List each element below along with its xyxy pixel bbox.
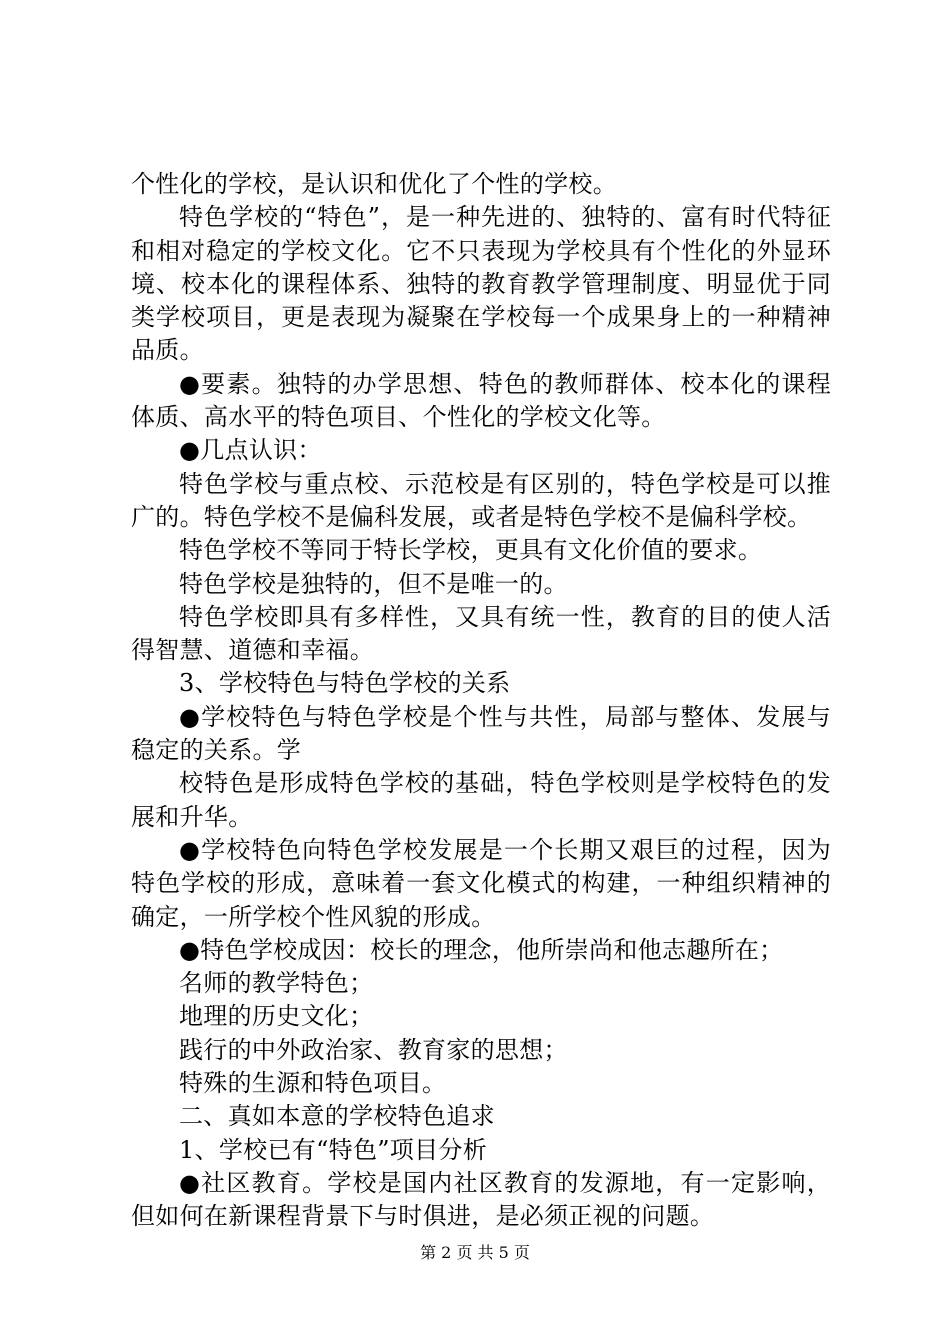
paragraph: 二、真如本意的学校特色追求 (179, 1102, 495, 1131)
paragraph: 特色学校与重点校、示范校是有区别的，特色学校是可以推广的。特色学校不是偏科发展，或者是特色学校不是偏科学校。 (131, 469, 831, 531)
paragraph: 1、学校已有“特色”项目分析 (179, 1135, 488, 1164)
paragraph: ●学校特色向特色学校发展是一个长期又艰巨的过程，因为特色学校的形成，意味着一套文化模式的构建，一种组织精神的确定，一所学校个性风貌的形成。 (131, 835, 831, 931)
paragraph: ●要素。独特的办学思想、特色的教师群体、校本化的课程体质、高水平的特色项目、个性化的学校文化等。 (131, 369, 831, 432)
paragraph: 特色学校即具有多样性，又具有统一性，教育的目的使人活得智慧、道德和幸福。 (131, 602, 831, 665)
paragraph: ●特色学校成因：校长的理念，他所崇尚和他志趣所在； (179, 935, 784, 964)
paragraph: 特色学校的“特色”，是一种先进的、独特的、富有时代特征和相对稳定的学校文化。它不只表现为学校具有个性化的外显环境、校本化的课程体系、独特的教育教学管理制度、明显优于同类学校项目，更是表现为凝聚在学校每一个成果身上的一种精神品质。 (131, 203, 831, 365)
paragraph: 地理的历史文化； (179, 1002, 374, 1031)
paragraph: ●学校特色与特色学校是个性与共性，局部与整体、发展与稳定的关系。学 (131, 702, 831, 765)
paragraph: 特色学校是独特的，但不是唯一的。 (179, 569, 568, 598)
document-body (131, 168, 831, 1234)
paragraph: 特色学校不等同于特长学校，更具有文化价值的要求。 (179, 536, 763, 565)
paragraph: 践行的中外政治家、教育家的思想； (179, 1035, 568, 1064)
page-number-footer: 第 2 页 共 5 页 (420, 1243, 530, 1262)
paragraph: 校特色是形成特色学校的基础，特色学校则是学校特色的发展和升华。 (131, 769, 831, 831)
paragraph: 个性化的学校，是认识和优化了个性的学校。 (131, 170, 617, 198)
paragraph: 特殊的生源和特色项目。 (179, 1069, 447, 1098)
paragraph: 名师的教学特色； (179, 969, 374, 998)
paragraph: 3、学校特色与特色学校的关系 (179, 669, 511, 698)
paragraph: ●几点认识： (179, 436, 322, 465)
paragraph: ●社区教育。学校是国内社区教育的发源地，有一定影响，但如何在新课程背景下与时俱进，是必须正视的问题。 (131, 1168, 831, 1231)
